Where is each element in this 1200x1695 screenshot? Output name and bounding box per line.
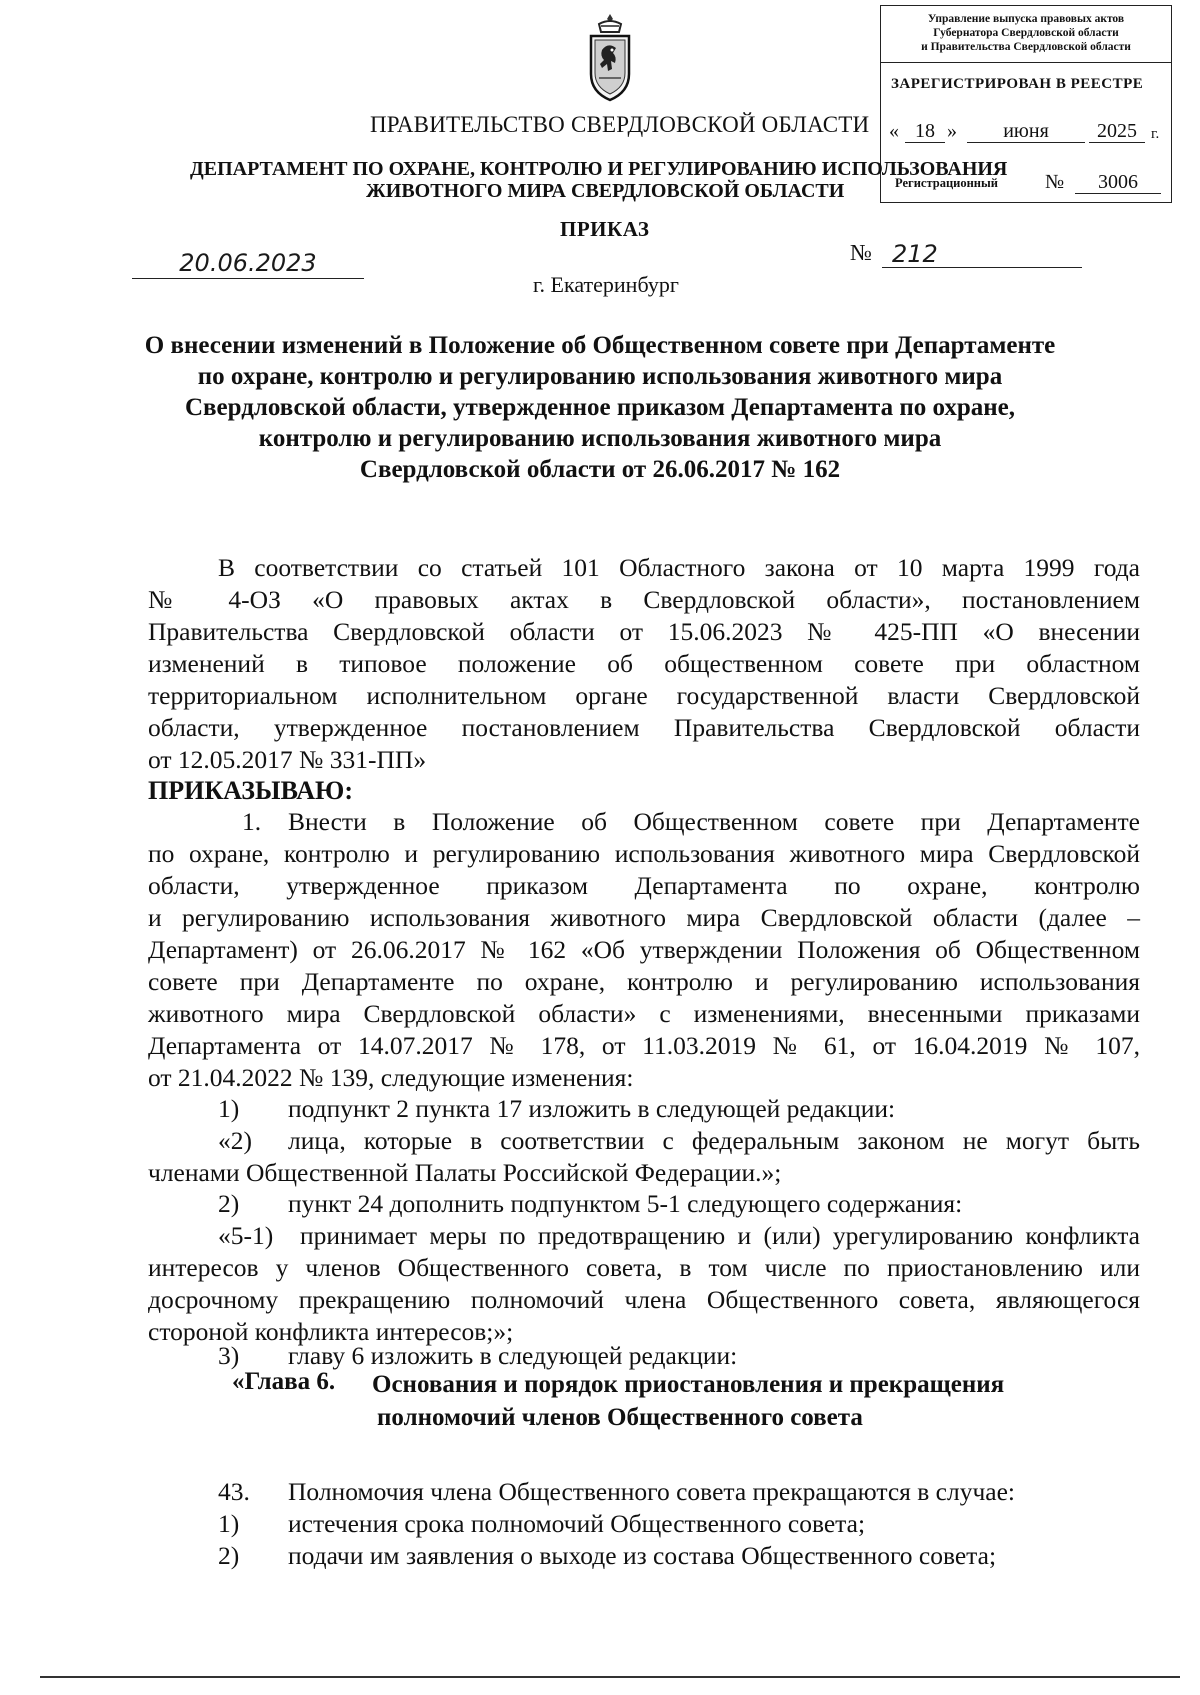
quote-line: членами Общественной Палаты Российской Федерации.»; (148, 1158, 782, 1187)
quote-line: лица, которые в соответствии с федеральным законом не могут быть (288, 1126, 1140, 1155)
subitem-text: главу 6 изложить в следующей редакции: (288, 1341, 738, 1370)
quote-line: принимает меры по предотвращению и (или) урегулированию конфликта (300, 1221, 1140, 1250)
stamp-org-line: Управление выпуска правовых актов (927, 13, 1125, 25)
stamp-date (889, 120, 1165, 144)
government-name: ПРАВИТЕЛЬСТВО СВЕРДЛОВСКОЙ ОБЛАСТИ (370, 112, 870, 137)
stamp-org-line: и Правительства Свердловской области (921, 41, 1131, 53)
subitem-number: 2) (218, 1189, 240, 1218)
subitem-text: подпункт 2 пункта 17 изложить в следующей редакции: (288, 1094, 896, 1123)
handwritten-date: 20.06.2023 (132, 248, 364, 279)
stamp-org-line: Губернатора Свердловской области (933, 27, 1119, 39)
quote-line: стороной конфликта интересов;»; (148, 1317, 514, 1346)
quote-number: «2) (218, 1126, 252, 1155)
preamble-line: области, утвержденное постановлением Правительства Свердловской области (148, 713, 1140, 742)
item-line: и регулированию использования животного мира Свердловской области (далее – (148, 903, 1140, 932)
stamp-date-day: 18 (905, 120, 945, 143)
item-line: животного мира Свердловской области» с изменениями, внесенными приказами (148, 999, 1140, 1028)
chapter-number: «Глава 6. (232, 1368, 336, 1395)
chapter-title-line: полномочий членов Общественного совета (377, 1404, 863, 1431)
stamp-regnum-symbol: № (1045, 171, 1065, 193)
item-line: Внести в Положение об Общественном совете при Департаменте (288, 807, 1140, 836)
clause-item-number: 2) (218, 1541, 240, 1570)
item-line: Департамент) от 26.06.2017 № 162 «Об утверждении Положения об Общественном (148, 935, 1140, 964)
clause-item-number: 1) (218, 1509, 240, 1538)
city: г. Екатеринбург (533, 272, 679, 297)
item-line: области, утвержденное приказом Департамента по охране, контролю (148, 871, 1140, 900)
stamp-divider (881, 62, 1171, 63)
preamble-line: изменений в типовое положение об общественном совете при областном (148, 649, 1140, 678)
quote-line: досрочному прекращению полномочий члена Общественного совета, являющегося (148, 1285, 1140, 1314)
stamp-registered-label: ЗАРЕГИСТРИРОВАН В РЕЕСТРЕ (891, 76, 1144, 92)
title-line: по охране, контролю и регулированию использования животного мира (197, 363, 1003, 390)
order-number-label: № (850, 240, 872, 265)
stamp-date-close-quote: » (947, 120, 957, 142)
stamp-regnum-label: Регистрационный (895, 176, 998, 190)
department-name-line: ДЕПАРТАМЕНТ ПО ОХРАНЕ, КОНТРОЛЮ И РЕГУЛИРОВАНИЮ ИСПОЛЬЗОВАНИЯ (190, 158, 1008, 180)
chapter-title (372, 1368, 1092, 1434)
clause-number: 43. (218, 1477, 250, 1506)
item-line: совете при Департаменте по охране, контролю и регулированию использования (148, 967, 1140, 996)
item-line: по охране, контролю и регулированию использования животного мира Свердловской (148, 839, 1140, 868)
bottom-divider (40, 1676, 1180, 1678)
document-title (130, 330, 1070, 485)
subitem-number: 1) (218, 1094, 240, 1123)
stamp-date-open-quote: « (889, 120, 899, 142)
clause-item-text: подачи им заявления о выходе из состава Общественного совета; (288, 1541, 997, 1570)
preamble-line: В соответствии со статьей 101 Областного закона от 10 марта 1999 года (218, 553, 1140, 582)
chapter-title-line: Основания и порядок приостановления и прекращения (372, 1371, 1005, 1398)
coat-of-arms-emblem (585, 12, 635, 104)
title-line: контролю и регулированию использования животного мира (258, 425, 942, 452)
preamble-line: № 4-ОЗ «О правовых актах в Свердловской области», постановлением (148, 585, 1140, 614)
stamp-organization (881, 12, 1171, 54)
item-line: Департамента от 14.07.2017 № 178, от 11.03.2019 № 61, от 16.04.2019 № 107, (148, 1031, 1140, 1060)
item-number: 1. (242, 807, 262, 836)
quote-line: интересов у членов Общественного совета, в том числе по приостановлению или (148, 1253, 1140, 1282)
title-line: О внесении изменений в Положение об Общественном совете при Департаменте (144, 332, 1056, 359)
subitem-text: пункт 24 дополнить подпунктом 5-1 следующего содержания: (288, 1189, 963, 1218)
stamp-date-suffix: г. (1151, 126, 1160, 142)
title-line: Свердловской области от 26.06.2017 № 162 (359, 456, 841, 483)
quote-number: «5-1) (218, 1221, 274, 1250)
stamp-date-year: 2025 (1089, 120, 1145, 143)
clause-text: Полномочия члена Общественного совета прекращаются в случае: (288, 1477, 1016, 1506)
title-line: Свердловской области, утвержденное приказом Департамента по охране, (184, 394, 1016, 421)
document-type: ПРИКАЗ (560, 217, 650, 241)
stamp-regnum-value: 3006 (1075, 171, 1161, 194)
order-word: ПРИКАЗЫВАЮ: (148, 776, 353, 805)
clause-item-text: истечения срока полномочий Общественного совета; (288, 1509, 866, 1538)
stamp-date-month: июня (967, 120, 1085, 143)
department-name-line: ЖИВОТНОГО МИРА СВЕРДЛОВСКОЙ ОБЛАСТИ (366, 180, 845, 202)
item-line: от 21.04.2022 № 139, следующие изменения: (148, 1063, 634, 1092)
preamble-line: Правительства Свердловской области от 15.06.2023 № 425-ПП «О внесении (148, 617, 1140, 646)
preamble-line: территориальном исполнительном органе государственной власти Свердловской (148, 681, 1140, 710)
preamble-line: от 12.05.2017 № 331-ПП» (148, 745, 427, 774)
handwritten-order-number: 212 (882, 240, 1082, 268)
subitem-number: 3) (218, 1341, 240, 1370)
